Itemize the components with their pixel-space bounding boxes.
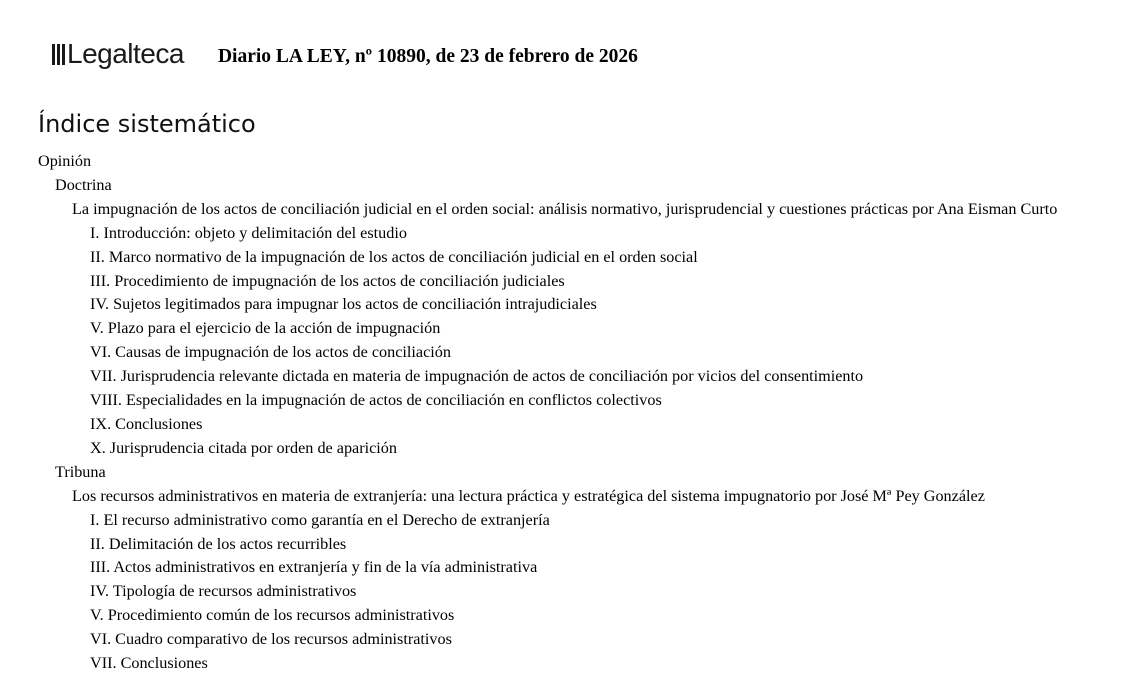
index-chapter-link[interactable]: IV. Tipología de recursos administrativos	[90, 582, 357, 601]
index-chapter-link[interactable]: IX. Conclusiones	[90, 414, 203, 433]
index-chapter-link[interactable]: II. Marco normativo de la impugnación de los actos de conciliación judicial en el orden social	[90, 247, 698, 266]
index-chapter-link[interactable]: IV. Sujetos legitimados para impugnar los actos de conciliación intrajudiciales	[90, 295, 597, 314]
index-chapter-link[interactable]: III. Procedimiento de impugnación de los actos de conciliación judiciales	[90, 271, 565, 290]
index-chapter-link[interactable]: VI. Cuadro comparativo de los recursos administrativos	[90, 630, 452, 649]
index-chapter-link[interactable]: III. Actos administrativos en extranjería y fin de la vía administrativa	[90, 558, 538, 577]
index-title: Índice sistemático	[38, 110, 256, 138]
index-chapter-link[interactable]: II. Delimitación de los actos recurribles	[90, 534, 347, 553]
page-header	[52, 36, 638, 72]
index-chapter-link[interactable]: I. El recurso administrativo como garantía en el Derecho de extranjería	[90, 510, 550, 529]
index-category-tribuna[interactable]: Tribuna	[55, 462, 106, 481]
index-chapter-link[interactable]: V. Procedimiento común de los recursos administrativos	[90, 606, 455, 625]
index-chapter-link[interactable]: VII. Jurisprudencia relevante dictada en materia de impugnación de actos de conciliación por vicios del consentimiento	[90, 367, 864, 386]
journal-title: Diario LA LEY, nº 10890, de 23 de febrero de 2026	[217, 46, 638, 67]
logo-text: Legalteca	[67, 38, 184, 69]
legalteca-logo[interactable]	[52, 38, 184, 70]
bars-logo-icon	[52, 43, 65, 65]
index-chapter-link[interactable]: VII. Conclusiones	[90, 654, 208, 673]
index-section[interactable]: Opinión	[38, 152, 92, 170]
index-chapter-link[interactable]: VI. Causas de impugnación de los actos de conciliación	[90, 343, 451, 362]
index-chapter-link[interactable]: V. Plazo para el ejercicio de la acción de impugnación	[90, 319, 441, 338]
index-category-doctrina[interactable]: Doctrina	[55, 175, 112, 194]
systematic-index	[38, 150, 1136, 676]
index-chapter-link[interactable]: VIII. Especialidades en la impugnación de actos de conciliación en conflictos colectivos	[90, 391, 662, 410]
index-article-link[interactable]: Los recursos administrativos en materia de extranjería: una lectura práctica y estratégica del sistema impugnatorio por José Mª Pey González	[72, 486, 985, 505]
index-article-link[interactable]: La impugnación de los actos de conciliación judicial en el orden social: análisis normativo, jurisprudencial y cuestiones prácticas por Ana Eisman Curto	[72, 199, 1058, 218]
index-chapter-link[interactable]: X. Jurisprudencia citada por orden de aparición	[90, 438, 397, 457]
index-chapter-link[interactable]: I. Introducción: objeto y delimitación del estudio	[90, 223, 407, 242]
